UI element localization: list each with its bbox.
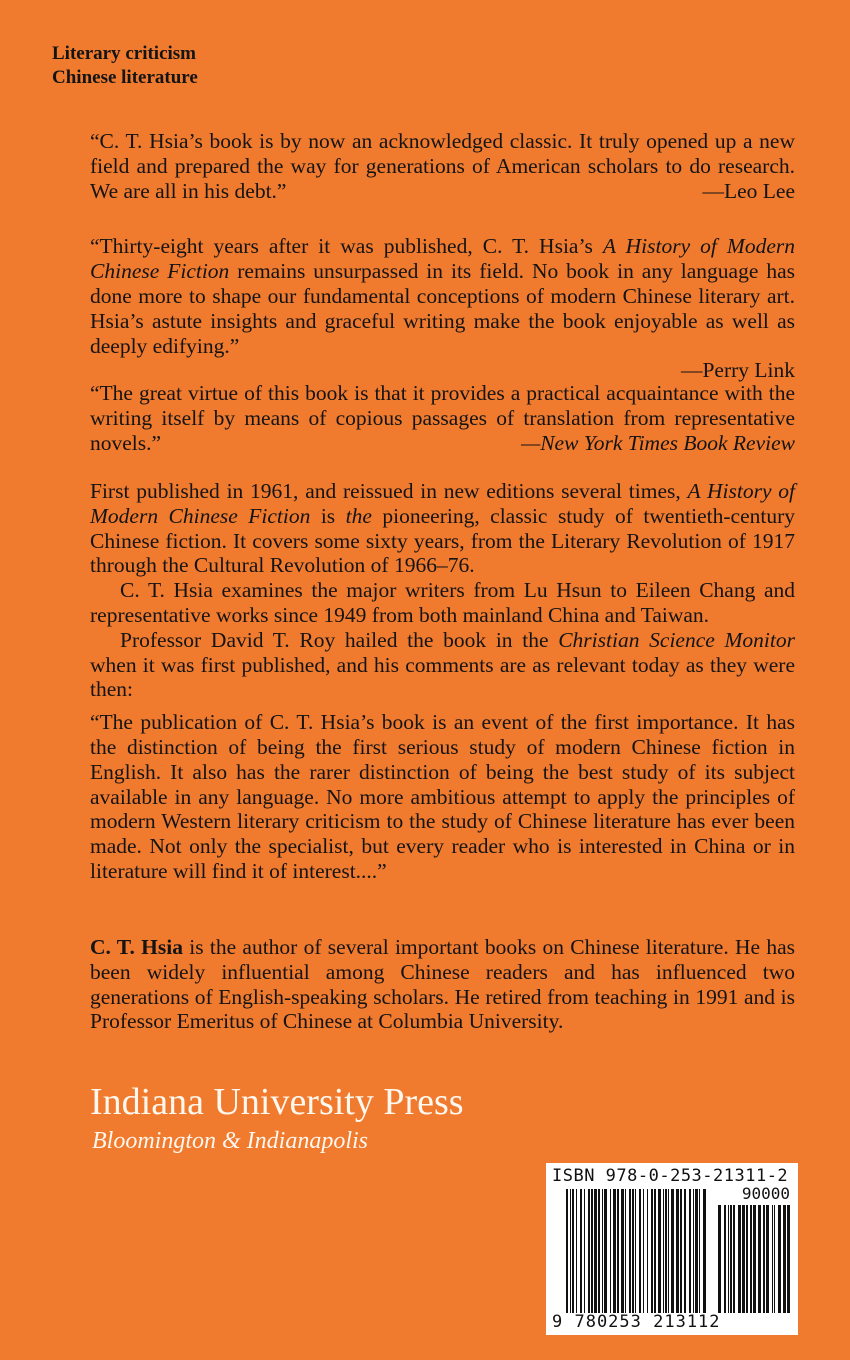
barcode-bars	[546, 1163, 798, 1335]
blurb-text: “The great virtue of this book is that it provides a practical acquaintance with the writing itself by means of copious passages of translation from representative novels.”	[90, 381, 795, 455]
description-text: is	[310, 503, 346, 528]
barcode-ean-digits: 9 780253 213112	[552, 1312, 721, 1332]
blurb-text: “C. T. Hsia’s book is by now an acknowledged classic. It truly opened up a new field and prepared the way for generations of American scholars to do research. We are all in his debt.”	[90, 129, 795, 203]
blurb-leo-lee	[90, 129, 795, 204]
author-bio	[90, 935, 795, 1034]
blurb-text-a: “Thirty-eight years after it was published, C. T. Hsia’s	[90, 234, 603, 258]
description-roy-quote: “The publication of C. T. Hsia’s book is an event of the first importance. It has the distinction of being the first serious study of modern Chinese fiction in English. It also has the rarer distinction of being the best study of its subject available in any language. No more ambitious attempt to apply the principles of modern Western literary criticism to the study of Chinese literature has ever been made. Not only the specialist, but every reader who is interested in China or in literature will find it of interest....”	[90, 710, 795, 883]
description-text: pioneering, classic study of twentieth-century Chinese fiction. It covers some sixty years, from the Literary Revolution of 1917 through the Cultural Revolution of 1966–76.	[90, 503, 795, 578]
blurb-attribution: —New York Times Book Review	[521, 431, 795, 455]
isbn-text: ISBN 978-0-253-21311-2	[552, 1166, 789, 1186]
description-text: First published in 1961, and reissued in new editions several times,	[90, 479, 688, 503]
barcode-addon-digits: 90000	[741, 1184, 790, 1203]
category-labels	[52, 42, 198, 90]
blurb-attribution: —Perry Link	[680, 358, 795, 382]
description-emphasis: the	[345, 503, 372, 528]
description-text: when it was first published, and his comments are as relevant today as they were then:	[90, 652, 795, 702]
book-description	[90, 479, 795, 884]
description-paragraph-3	[90, 628, 795, 702]
publisher-name: Indiana University Press	[90, 1081, 464, 1123]
description-text: Professor David T. Roy hailed the book in the	[120, 627, 559, 652]
publisher-cities: Bloomington & Indianapolis	[92, 1128, 368, 1154]
description-book-title: A History of Modern Chinese Fiction	[90, 479, 795, 528]
blurb-perry-link	[90, 234, 795, 383]
isbn-barcode	[546, 1163, 798, 1335]
description-paragraph-1	[90, 479, 795, 578]
category-literary-criticism: Literary criticism	[52, 43, 197, 64]
category-chinese-literature: Chinese literature	[52, 67, 198, 88]
blurb-attribution: —Leo Lee	[702, 179, 795, 203]
author-bio-text: is the author of several important books on Chinese literature. He has been widely influential among Chinese readers and has influenced two generations of English-speaking scholars. He retired from teaching in 1991 and is Professor Emeritus of Chinese at Columbia University.	[90, 935, 795, 1034]
description-publication-title: Christian Science Monitor	[558, 627, 795, 652]
blurb-nytbr	[90, 381, 795, 456]
blurb-text-b: remains unsurpassed in its field. No book in any language has done more to shape our fundamental conceptions of modern Chinese literary art. Hsia’s astute insights and graceful writing make the book enjoyable as well as deeply edifying.”	[90, 259, 795, 358]
author-name: C. T. Hsia	[90, 935, 183, 959]
blurb-book-title: A History of Modern Chinese Fiction	[90, 234, 795, 283]
description-paragraph-2: C. T. Hsia examines the major writers from Lu Hsun to Eileen Chang and representative works since 1949 from both mainland China and Taiwan.	[90, 578, 795, 627]
